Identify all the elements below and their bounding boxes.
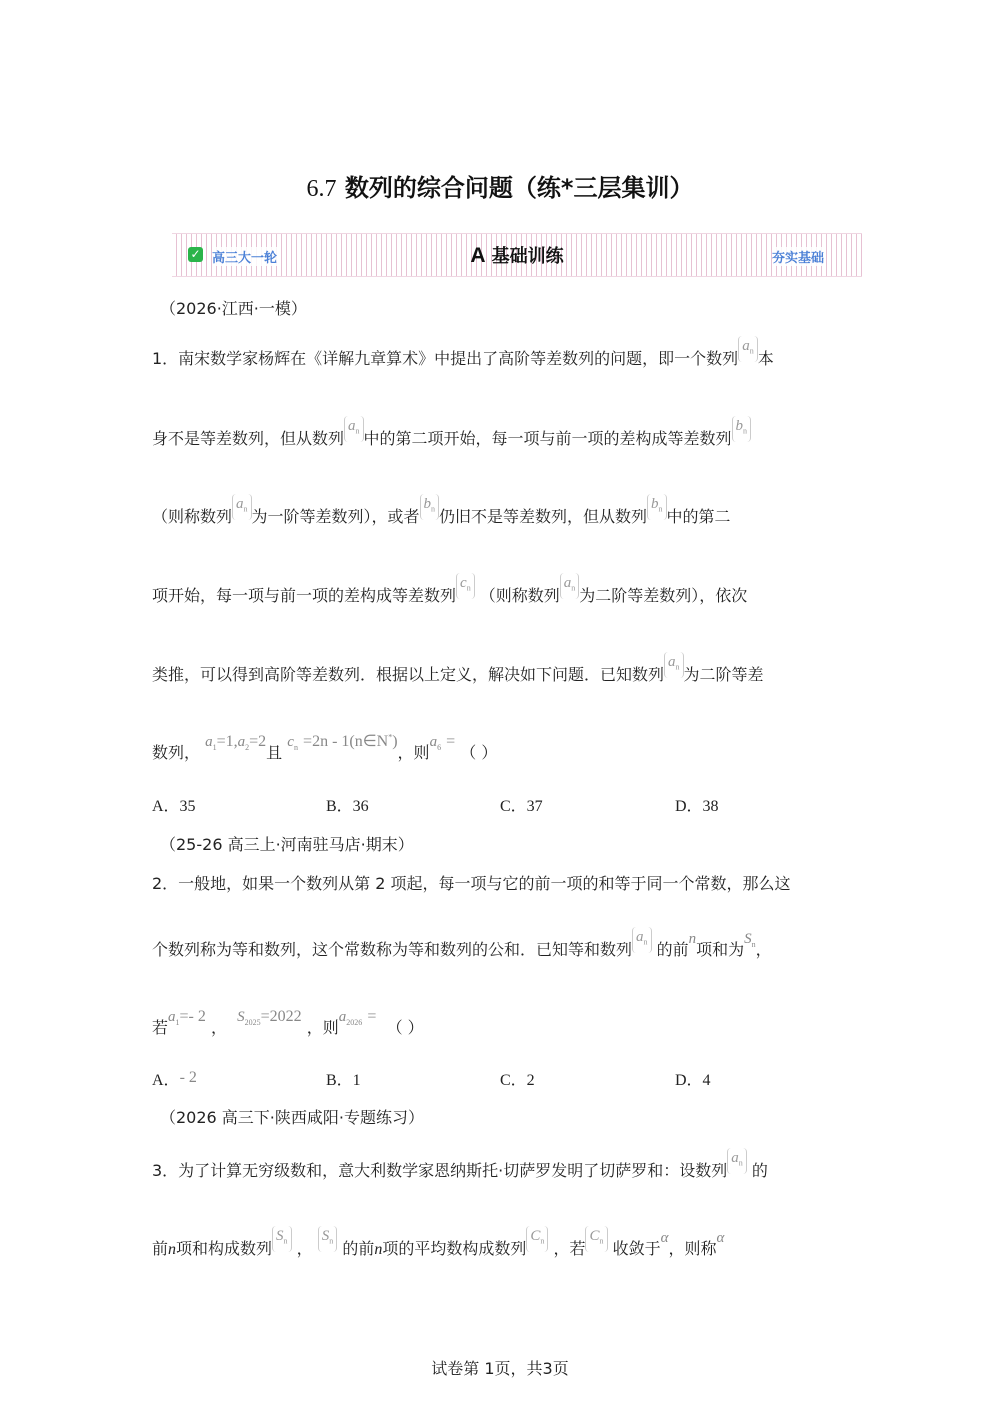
q1-line-2 <box>152 418 751 456</box>
q1-option-a[interactable]: A．35 <box>152 798 196 815</box>
math: =1, <box>216 733 238 750</box>
math-n: n <box>688 931 697 947</box>
text: 数列， <box>152 743 201 762</box>
seq-s-n: $S_n$ <box>318 1226 338 1252</box>
q2-option-a[interactable] <box>152 1067 197 1090</box>
q2-line-2 <box>152 929 772 967</box>
check-icon: ✓ <box>188 247 203 262</box>
seq-c-n: $c_n$ <box>456 573 475 599</box>
text: 收敛于 <box>612 1239 661 1258</box>
text: 仍旧不是等差数列，但从数列 <box>439 507 648 526</box>
text: ， <box>755 940 772 959</box>
q2-option-d[interactable]: D．4 <box>675 1072 711 1089</box>
math-a1-a2: $a_1=1,a_2=2$ <box>205 733 267 753</box>
text: 项开始，每一项与前一项的差构成等差数列 <box>152 586 457 605</box>
seq-a-n: $a_n$ <box>738 336 758 362</box>
text: 的前 <box>342 1239 375 1258</box>
banner-center-text: 基础训练 <box>491 246 564 267</box>
page-title <box>0 168 1000 203</box>
math-a2026 <box>338 1006 377 1028</box>
text: 为一阶等差数列），或者 <box>251 507 420 526</box>
text: 类推，可以得到高阶等差数列．根据以上定义，解决如下问题．已知数列 <box>152 665 665 684</box>
seq-b-n: $b_n$ <box>647 494 667 520</box>
math-s2025 <box>237 1006 302 1028</box>
q1-line-4 <box>152 575 748 613</box>
math: 2025 <box>244 1018 261 1028</box>
seq-a-n: $a_n$ <box>632 927 652 953</box>
section-number: 6.7 <box>306 176 337 202</box>
math: ) <box>392 733 398 750</box>
q2-option-b[interactable]: B．1 <box>326 1072 361 1089</box>
q2-line-3 <box>152 1008 424 1039</box>
math: S <box>237 1009 245 1025</box>
section-banner <box>172 233 862 277</box>
text: 的 <box>751 1161 768 1180</box>
math-n: n <box>374 1241 383 1258</box>
seq-a-n: $a_n$ <box>727 1148 747 1174</box>
math: a <box>338 1009 347 1025</box>
q2-option-c[interactable]: C．2 <box>500 1072 535 1089</box>
banner-letter: A <box>470 244 486 267</box>
text: ，则 <box>306 1018 339 1037</box>
q1-line-1 <box>152 338 774 376</box>
math-s-n: $S_n$ <box>744 931 756 950</box>
text: 项和构成数列 <box>176 1239 273 1258</box>
text: 中的第二 <box>666 507 731 526</box>
text: （则称数列 <box>479 586 560 605</box>
text: （ ） <box>386 1018 424 1037</box>
q1-line-5 <box>152 654 764 692</box>
math: =- 2 <box>179 1008 206 1025</box>
q1-line-6 <box>152 732 498 764</box>
text: 项和为 <box>696 940 745 959</box>
math-alpha: α <box>660 1230 669 1246</box>
seq-s-n: $S_n$ <box>272 1226 292 1252</box>
math: = <box>367 1008 377 1025</box>
text: （ ） <box>460 743 498 762</box>
seq-c-n: $C_n$ <box>526 1226 548 1252</box>
q1-option-b[interactable]: B．36 <box>326 798 369 815</box>
math: 2026 <box>346 1018 363 1028</box>
seq-b-n: $b_n$ <box>732 416 752 442</box>
text: 项的平均数构成数列 <box>382 1239 527 1258</box>
q3-line-2 <box>152 1228 725 1266</box>
option-value: - 2 <box>179 1069 197 1086</box>
text: 个数列称为等和数列，这个常数称为等和数列的公和．已知等和数列 <box>152 940 633 959</box>
text: ， <box>210 1018 227 1037</box>
option-label: A． <box>152 1072 180 1089</box>
q2-line-1: 2．一般地，如果一个数列从第 2 项起，每一项与它的前一项的和等于同一个常数，那么这 <box>152 874 791 893</box>
seq-a-n: $a_n$ <box>664 652 684 678</box>
text: 前 <box>152 1239 169 1258</box>
seq-a-n: $a_n$ <box>344 416 364 442</box>
math: =2022 <box>260 1008 302 1025</box>
q3-line-1 <box>152 1150 768 1188</box>
math-a1-value: $a_1=-$ 2 <box>168 1008 206 1028</box>
text: 若 <box>152 1018 169 1037</box>
math: * <box>388 732 393 742</box>
math-a6: $a_6$ = <box>429 733 456 753</box>
text: ， <box>296 1239 313 1258</box>
text: 为二阶等差 <box>683 665 764 684</box>
math-alpha: α <box>716 1230 725 1246</box>
q1-line-3 <box>152 496 731 534</box>
q1-option-d[interactable]: D．38 <box>675 798 719 815</box>
banner-left-tag: 高三大一轮 <box>212 247 277 266</box>
q1-option-c[interactable]: C．37 <box>500 798 543 815</box>
math-n: n <box>168 1241 177 1258</box>
seq-b-n: $b_n$ <box>420 494 440 520</box>
text: ，则称 <box>668 1239 717 1258</box>
math: a <box>205 734 213 750</box>
seq-a-n: $a_n$ <box>560 573 580 599</box>
math: =2 <box>249 733 267 750</box>
text: 1．南宋数学家杨辉在《详解九章算术》中提出了高阶等差数列的问题，即一个数列 <box>152 349 739 368</box>
banner-right-tag: 夯实基础 <box>772 247 824 266</box>
math: = <box>446 733 456 750</box>
text: （则称数列 <box>152 507 233 526</box>
math-cn-formula: $c_n =2n$ - 1(n∈N*) <box>287 732 398 753</box>
text: 且 <box>266 743 283 762</box>
text: 身不是等差数列，但从数列 <box>152 429 345 448</box>
text: 为二阶等差数列），依次 <box>579 586 748 605</box>
title-text: 数列的综合问题（练*三层集训） <box>344 174 694 202</box>
text: 3．为了计算无穷级数和，意大利数学家恩纳斯托·切萨罗发明了切萨罗和：设数列 <box>152 1161 728 1180</box>
text: 本 <box>757 349 774 368</box>
q1-source: （2026·江西·一模） <box>160 299 307 318</box>
banner-center <box>172 242 862 268</box>
math: =2n - 1(n∈N <box>303 733 389 750</box>
page-footer: 试卷第 1页，共3页 <box>431 1359 569 1378</box>
seq-c-n: $C_n$ <box>585 1226 607 1252</box>
q2-source: （25-26 高三上·河南驻马店·期末） <box>160 835 414 854</box>
seq-a-n: $a_n$ <box>232 494 252 520</box>
math: a <box>237 734 246 750</box>
text: 中的第二项开始，每一项与前一项的差构成等差数列 <box>363 429 732 448</box>
text: ，则 <box>397 743 430 762</box>
text: ，若 <box>553 1239 586 1258</box>
text: 的前 <box>656 940 689 959</box>
q3-source: （2026 高三下·陕西咸阳·专题练习） <box>160 1108 424 1127</box>
